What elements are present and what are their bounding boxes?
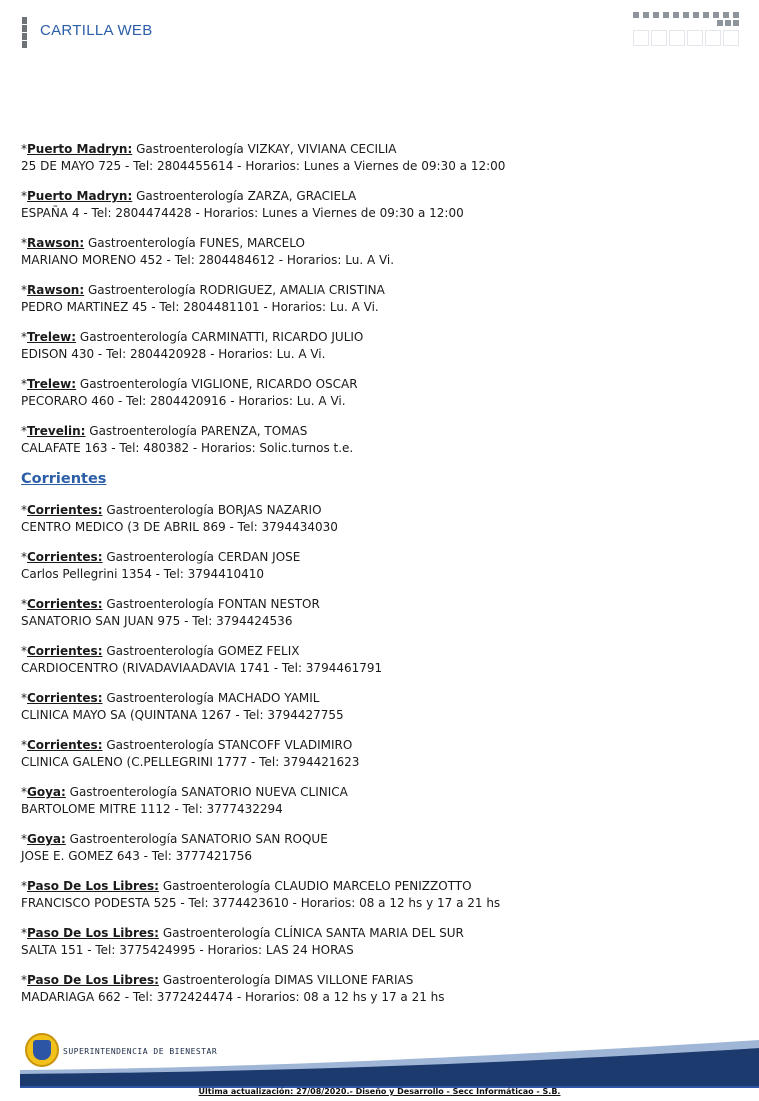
entry-detail: CARDIOCENTRO (RIVADAVIAADAVIA 1741 - Tel: 3794461791	[21, 661, 383, 675]
entry-first-line: *Rawson: Gastroenterología RODRIGUEZ, AMALIA CRISTINA	[21, 283, 385, 297]
entry-first-line: *Rawson: Gastroenterología FUNES, MARCELO	[21, 236, 305, 250]
entry-provider-name: Gastroenterología CARMINATTI, RICARDO JULIO	[79, 330, 364, 344]
header-accent-bar	[22, 17, 27, 47]
entry-city-link[interactable]: Corrientes:	[27, 691, 103, 705]
directory-entry	[21, 690, 741, 724]
entry-detail: MADARIAGA 662 - Tel: 3772424474 - Horarios: 08 a 12 hs y 17 a 21 hs	[21, 990, 445, 1004]
entry-detail: CALAFATE 163 - Tel: 480382 - Horarios: Solic.turnos t.e.	[21, 441, 354, 455]
directory-list	[21, 141, 741, 1019]
directory-entry	[21, 188, 741, 222]
entry-provider-name: Gastroenterología DIMAS VILLONE FARIAS	[162, 973, 414, 987]
entry-first-line: *Paso De Los Libres: Gastroenterología CLAUDIO MARCELO PENIZZOTTO	[21, 879, 472, 893]
entry-first-line: *Corrientes: Gastroenterología STANCOFF VLADIMIRO	[21, 738, 353, 752]
entry-provider-name: Gastroenterología CLAUDIO MARCELO PENIZZOTTO	[162, 879, 472, 893]
directory-entry	[21, 329, 741, 363]
entry-first-line: *Trelew: Gastroenterología VIGLIONE, RICARDO OSCAR	[21, 377, 358, 391]
entry-detail: CLINICA MAYO SA (QUINTANA 1267 - Tel: 3794427755	[21, 708, 344, 722]
directory-entry	[21, 282, 741, 316]
entry-provider-name: Gastroenterología GOMEZ FELIX	[106, 644, 300, 658]
entry-city-link[interactable]: Corrientes:	[27, 597, 103, 611]
entry-detail: MARIANO MORENO 452 - Tel: 2804484612 - Horarios: Lu. A Vi.	[21, 253, 395, 267]
entry-first-line: *Puerto Madryn: Gastroenterología VIZKAY, VIVIANA CECILIA	[21, 142, 397, 156]
directory-entry	[21, 972, 741, 1006]
entry-first-line: *Corrientes: Gastroenterología GOMEZ FELIX	[21, 644, 300, 658]
directory-entry	[21, 784, 741, 818]
footer-wave-band	[20, 1030, 759, 1090]
footer-update-note: Ultima actualización: 27/08/2020.- Diseño y Desarrollo - Secc Informáticao - S.B.	[198, 1087, 561, 1096]
entry-city-link[interactable]: Corrientes:	[27, 644, 103, 658]
entry-detail: SANATORIO SAN JUAN 975 - Tel: 3794424536	[21, 614, 293, 628]
entry-first-line: *Paso De Los Libres: Gastroenterología CLÍNICA SANTA MARIA DEL SUR	[21, 926, 464, 940]
entry-detail: CENTRO MEDICO (3 DE ABRIL 869 - Tel: 3794434030	[21, 520, 338, 534]
entry-first-line: *Corrientes: Gastroenterología MACHADO YAMIL	[21, 691, 320, 705]
entry-city-link[interactable]: Goya:	[27, 832, 66, 846]
entry-city-link[interactable]: Paso De Los Libres:	[27, 973, 159, 987]
entry-city-link[interactable]: Trelew:	[27, 330, 77, 344]
entry-city-link[interactable]: Trevelin:	[27, 424, 86, 438]
entry-provider-name: Gastroenterología BORJAS NAZARIO	[106, 503, 322, 517]
directory-entry	[21, 643, 741, 677]
entry-first-line: *Trevelin: Gastroenterología PARENZA, TOMAS	[21, 424, 308, 438]
entry-city-link[interactable]: Paso De Los Libres:	[27, 879, 159, 893]
entry-provider-name: Gastroenterología MACHADO YAMIL	[106, 691, 320, 705]
entry-city-link[interactable]: Corrientes:	[27, 550, 103, 564]
entry-city-link[interactable]: Corrientes:	[27, 738, 103, 752]
directory-entry	[21, 596, 741, 630]
entry-city-link[interactable]: Rawson:	[27, 283, 85, 297]
entry-city-link[interactable]: Corrientes:	[27, 503, 103, 517]
page-header	[0, 0, 759, 60]
entry-first-line: *Paso De Los Libres: Gastroenterología DIMAS VILLONE FARIAS	[21, 973, 414, 987]
section-heading[interactable]: Corrientes	[21, 471, 107, 487]
entry-first-line: *Corrientes: Gastroenterología FONTAN NESTOR	[21, 597, 320, 611]
decorative-grid-logo	[633, 12, 745, 48]
entry-city-link[interactable]: Trelew:	[27, 377, 77, 391]
entry-detail: CLINICA GALENO (C.PELLEGRINI 1777 - Tel: 3794421623	[21, 755, 360, 769]
entry-first-line: *Puerto Madryn: Gastroenterología ZARZA, GRACIELA	[21, 189, 357, 203]
entry-detail: PEDRO MARTINEZ 45 - Tel: 2804481101 - Horarios: Lu. A Vi.	[21, 300, 379, 314]
entry-detail: EDISON 430 - Tel: 2804420928 - Horarios: Lu. A Vi.	[21, 347, 326, 361]
directory-entry	[21, 925, 741, 959]
entry-first-line: *Trelew: Gastroenterología CARMINATTI, RICARDO JULIO	[21, 330, 364, 344]
entry-provider-name: Gastroenterología ZARZA, GRACIELA	[136, 189, 357, 203]
entry-city-link[interactable]: Goya:	[27, 785, 66, 799]
directory-entry	[21, 235, 741, 269]
entry-provider-name: Gastroenterología SANATORIO NUEVA CLINICA	[69, 785, 348, 799]
entry-provider-name: Gastroenterología VIGLIONE, RICARDO OSCAR	[79, 377, 358, 391]
entry-provider-name: Gastroenterología SANATORIO SAN ROQUE	[69, 832, 328, 846]
entry-detail: JOSE E. GOMEZ 643 - Tel: 3777421756	[21, 849, 252, 863]
directory-entry	[21, 141, 741, 175]
entry-provider-name: Gastroenterología FONTAN NESTOR	[106, 597, 320, 611]
institution-seal-icon	[25, 1033, 59, 1067]
entry-provider-name: Gastroenterología CERDAN JOSE	[106, 550, 301, 564]
entry-detail: ESPAÑA 4 - Tel: 2804474428 - Horarios: Lunes a Viernes de 09:30 a 12:00	[21, 206, 464, 220]
entry-provider-name: Gastroenterología STANCOFF VLADIMIRO	[106, 738, 353, 752]
directory-entry	[21, 376, 741, 410]
entry-city-link[interactable]: Paso De Los Libres:	[27, 926, 159, 940]
directory-entry	[21, 423, 741, 457]
entry-first-line: *Corrientes: Gastroenterología CERDAN JOSE	[21, 550, 301, 564]
entry-detail: 25 DE MAYO 725 - Tel: 2804455614 - Horarios: Lunes a Viernes de 09:30 a 12:00	[21, 159, 506, 173]
directory-entry	[21, 549, 741, 583]
entry-provider-name: Gastroenterología RODRIGUEZ, AMALIA CRISTINA	[87, 283, 385, 297]
page-title: CARTILLA WEB	[40, 22, 153, 39]
entry-detail: FRANCISCO PODESTA 525 - Tel: 3774423610 - Horarios: 08 a 12 hs y 17 a 21 hs	[21, 896, 501, 910]
entry-provider-name: Gastroenterología FUNES, MARCELO	[87, 236, 305, 250]
entry-first-line: *Corrientes: Gastroenterología BORJAS NAZARIO	[21, 503, 322, 517]
entry-detail: PECORARO 460 - Tel: 2804420916 - Horarios: Lu. A Vi.	[21, 394, 346, 408]
entry-detail: Carlos Pellegrini 1354 - Tel: 3794410410	[21, 567, 264, 581]
entry-provider-name: Gastroenterología VIZKAY, VIVIANA CECILIA	[136, 142, 397, 156]
entry-city-link[interactable]: Rawson:	[27, 236, 85, 250]
entry-first-line: *Goya: Gastroenterología SANATORIO SAN ROQUE	[21, 832, 328, 846]
page-footer	[20, 1030, 759, 1090]
entry-provider-name: Gastroenterología CLÍNICA SANTA MARIA DEL SUR	[162, 926, 464, 940]
directory-entry	[21, 831, 741, 865]
entry-provider-name: Gastroenterología PARENZA, TOMAS	[89, 424, 308, 438]
directory-entry	[21, 878, 741, 912]
entry-detail: SALTA 151 - Tel: 3775424995 - Horarios: LAS 24 HORAS	[21, 943, 354, 957]
entry-detail: BARTOLOME MITRE 1112 - Tel: 3777432294	[21, 802, 283, 816]
directory-entry	[21, 502, 741, 536]
institution-label: SUPERINTENDENCIA DE BIENESTAR	[63, 1047, 218, 1056]
entry-city-link[interactable]: Puerto Madryn:	[27, 142, 133, 156]
directory-entry	[21, 737, 741, 771]
entry-city-link[interactable]: Puerto Madryn:	[27, 189, 133, 203]
entry-first-line: *Goya: Gastroenterología SANATORIO NUEVA CLINICA	[21, 785, 348, 799]
